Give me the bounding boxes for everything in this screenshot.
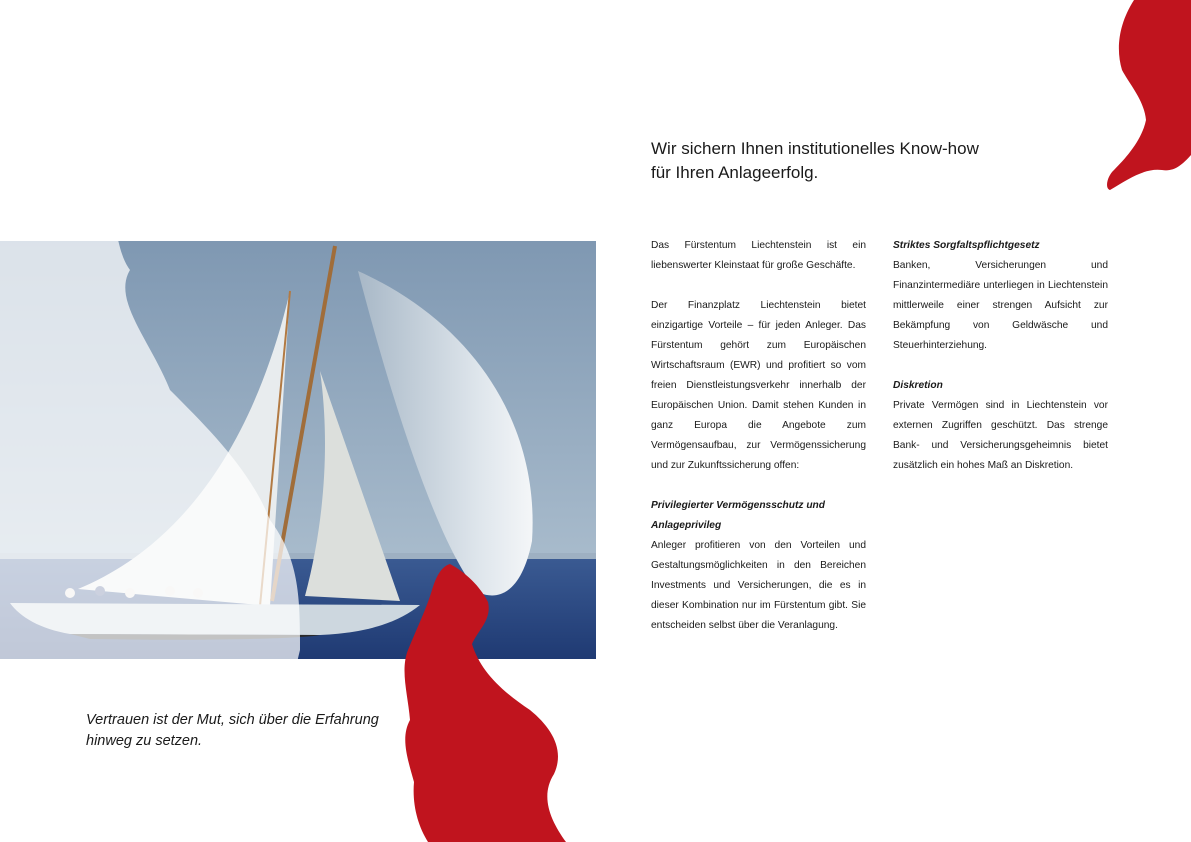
section-title-sorgfaltspflicht: Striktes Sorgfaltspflichtgesetz xyxy=(893,240,1040,251)
section-title-diskretion: Diskretion xyxy=(893,380,943,391)
headline-line-2: für Ihren Anlageerfolg. xyxy=(651,163,819,182)
quote-line-1: Vertrauen ist der Mut, sich über die Erfahrung xyxy=(86,712,379,728)
section-title-vermoegensschutz: Privilegierter Vermögensschutz und Anlageprivileg xyxy=(651,500,825,531)
liechtenstein-red-silhouette-top xyxy=(1090,0,1191,195)
body-paragraph: Der Finanzplatz Liechtenstein bietet einzigartige Vorteile – für jeden Anleger. Das Fürstentum gehört zum Europäischen Wirtschaftsraum (EWR) und profitiert so vom freien Dienstleistungsverkehr innerhalb der Europäischen Union. Damit stehen Kunden in ganz Europa die Angebote zum Vermögensaufbau, zur Vermögenssicherung und zur Zukunftssicherung offen: xyxy=(651,300,866,471)
section-text-vermoegensschutz: Anleger profitieren von den Vorteilen und Gestaltungsmöglichkeiten in den Bereichen Investments und Versicherungen, die es in dieser Kombination nur im Fürstentum gibt. Sie entscheiden selbst über die Veranlagung. xyxy=(651,540,866,631)
intro-paragraph: Das Fürstentum Liechtenstein ist ein liebenswerter Kleinstaat für große Geschäfte. xyxy=(651,240,866,271)
headline-line-1: Wir sichern Ihnen institutionelles Know-how xyxy=(651,139,979,158)
left-text-column xyxy=(651,236,866,656)
headline xyxy=(651,137,1071,185)
right-text-column xyxy=(893,236,1108,496)
section-text-sorgfaltspflicht: Banken, Versicherungen und Finanzintermediäre unterliegen in Liechtenstein mittlerweile einer strengen Aufsicht zur Bekämpfung von Geldwäsche und Steuerhinterziehung. xyxy=(893,260,1108,351)
quote xyxy=(86,710,406,752)
liechtenstein-red-silhouette-bottom xyxy=(380,550,600,842)
quote-line-2: hinweg zu setzen. xyxy=(86,733,203,749)
section-text-diskretion: Private Vermögen sind in Liechtenstein vor externen Zugriffen geschützt. Das strenge Bank- und Versicherungsgeheimnis bietet zusätzlich ein hohes Maß an Diskretion. xyxy=(893,400,1108,471)
